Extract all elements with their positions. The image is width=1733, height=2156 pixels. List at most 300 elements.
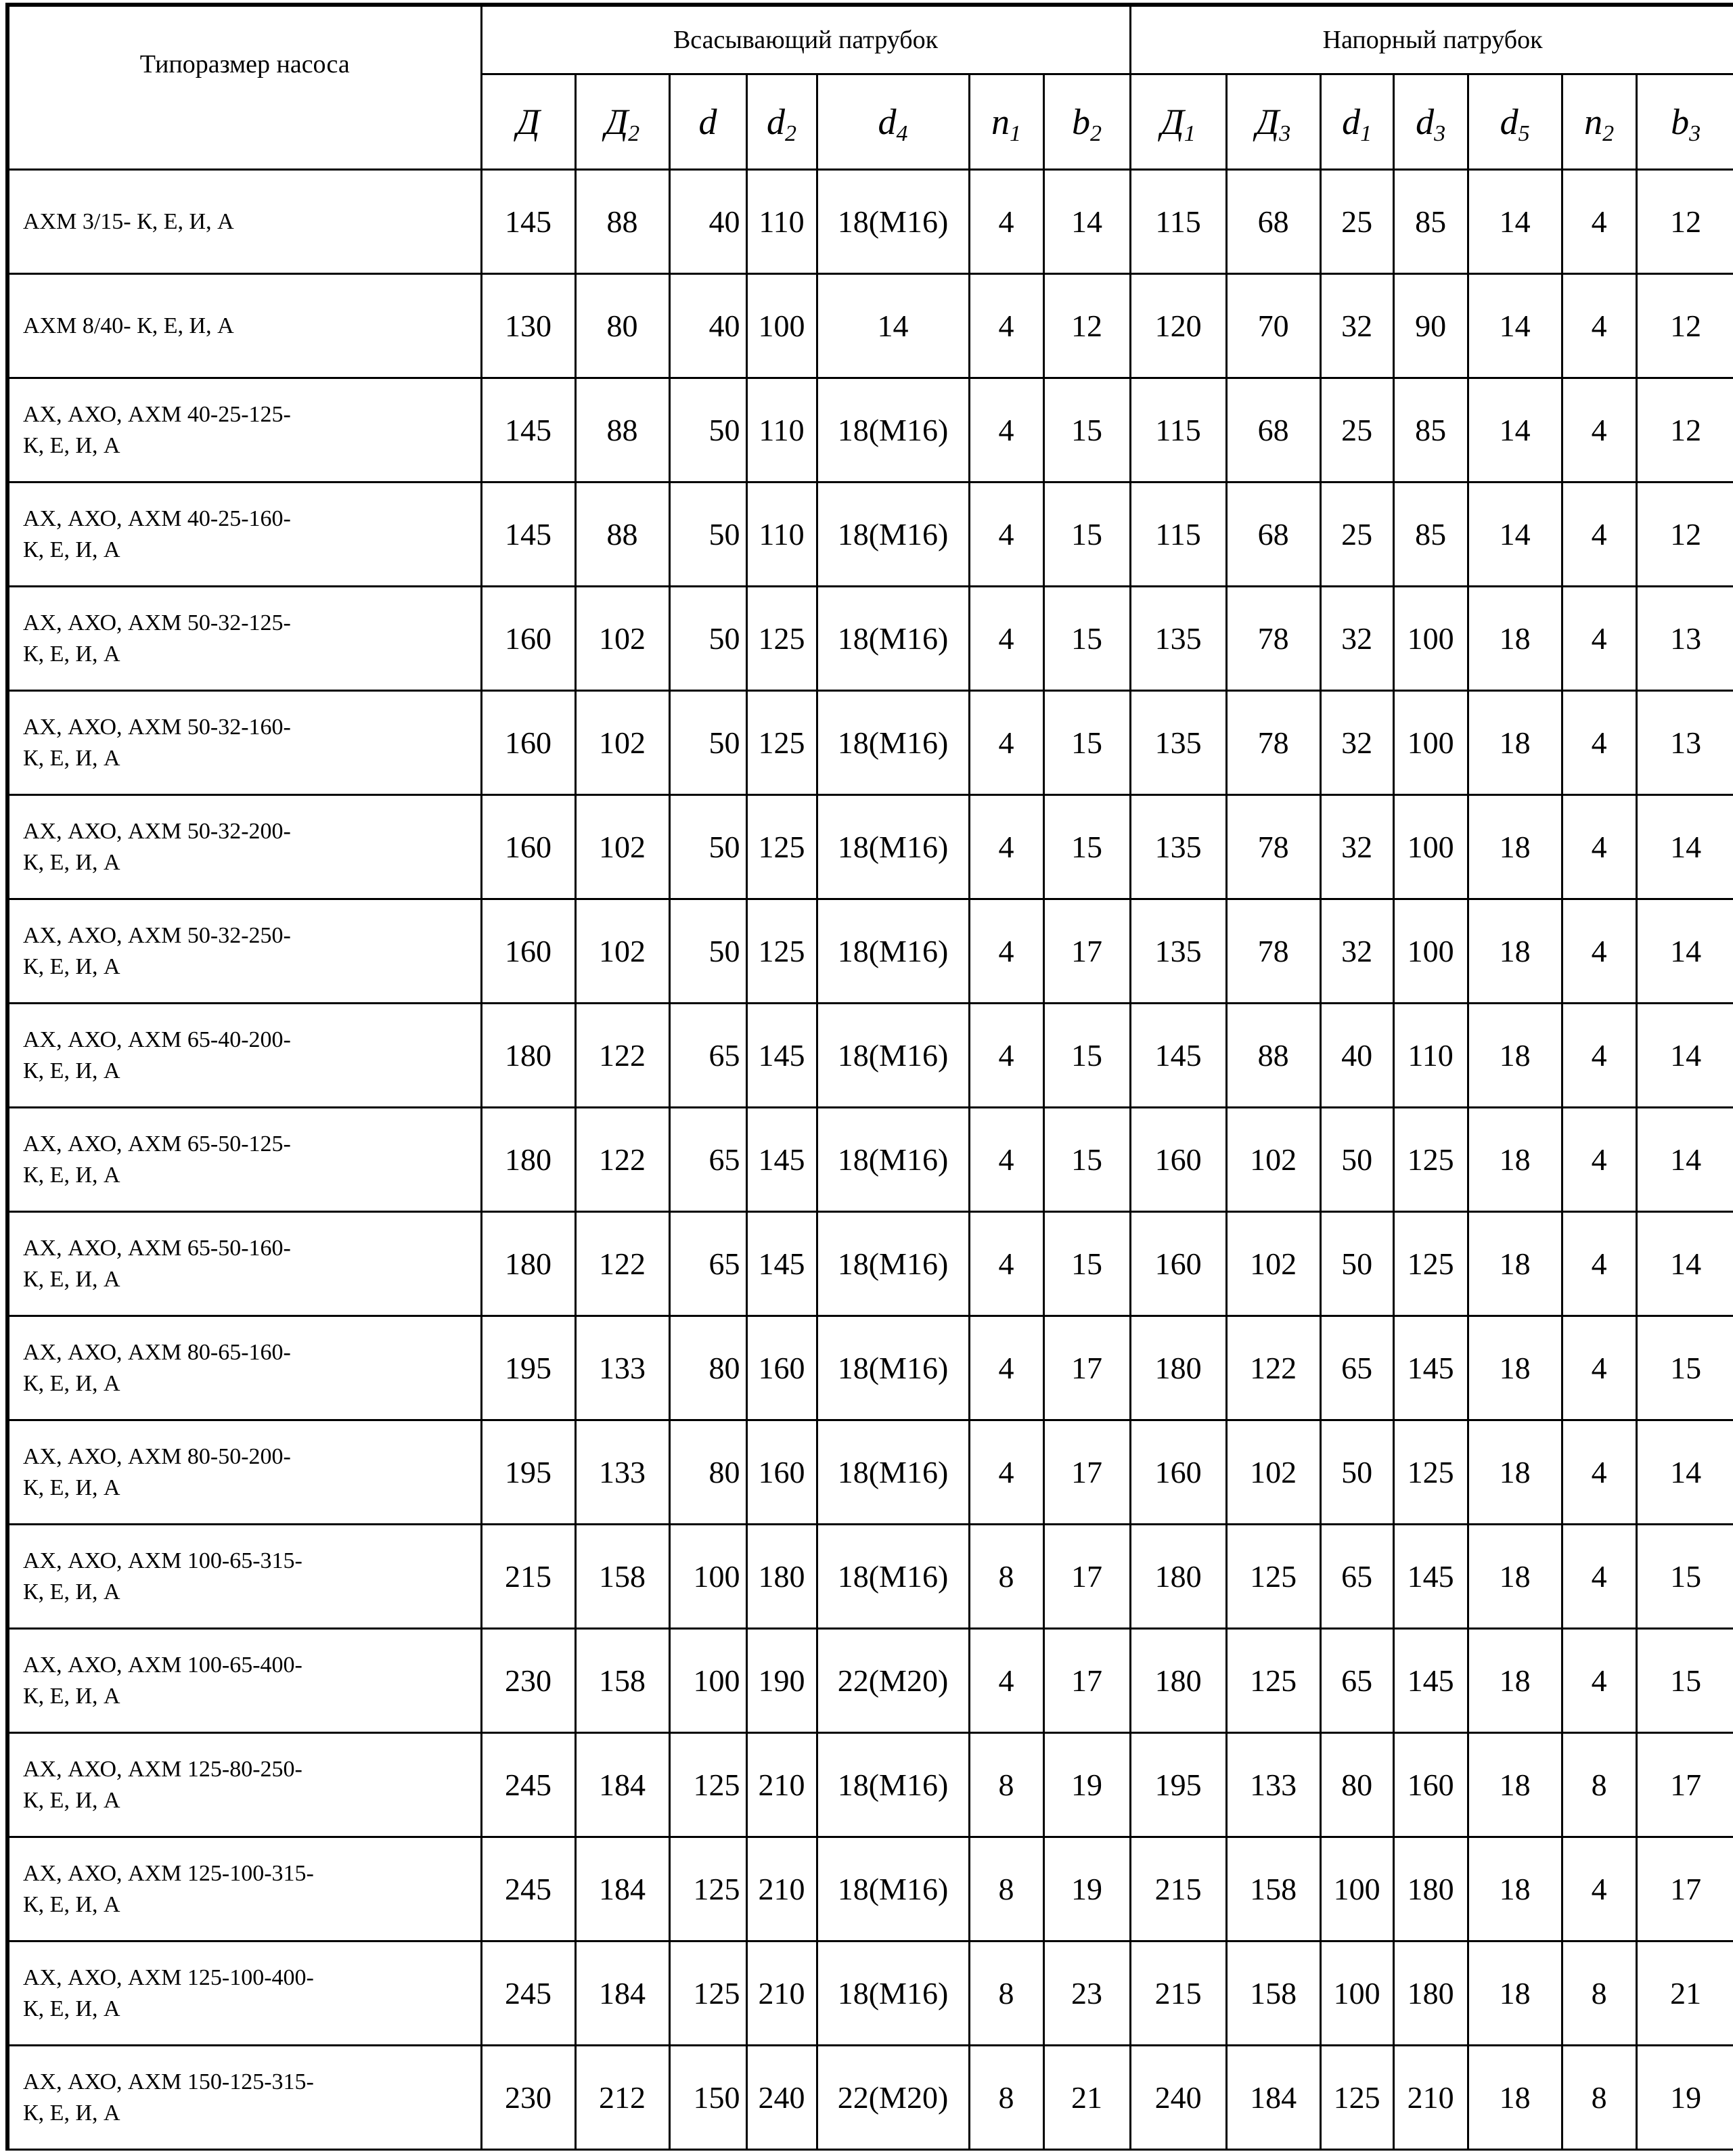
- value-cell: 78: [1226, 587, 1320, 691]
- value-cell: 18: [1468, 1629, 1562, 1733]
- value-cell: 210: [746, 1837, 817, 1941]
- value-cell: 158: [1226, 1837, 1320, 1941]
- value-cell: 4: [969, 378, 1043, 482]
- value-cell: 18(М16): [817, 691, 969, 795]
- value-cell: 190: [746, 1629, 817, 1733]
- table-row: [7, 1837, 1733, 1941]
- value-cell: 15: [1043, 795, 1130, 899]
- value-cell: 40: [669, 274, 746, 378]
- symbol-subscript: 1: [1184, 121, 1196, 146]
- value-cell: 14: [1636, 1212, 1733, 1316]
- value-cell: 78: [1226, 795, 1320, 899]
- value-cell: 130: [481, 274, 575, 378]
- value-cell: 15: [1043, 587, 1130, 691]
- table-row: [7, 795, 1733, 899]
- pump-model-cell: [7, 587, 481, 691]
- value-cell: 18(М16): [817, 899, 969, 1004]
- value-cell: 18(М16): [817, 795, 969, 899]
- pump-model-cell: [7, 1004, 481, 1108]
- value-cell: 65: [1320, 1525, 1393, 1629]
- value-cell: 14: [1636, 1108, 1733, 1212]
- value-cell: 100: [1393, 587, 1468, 691]
- value-cell: 133: [1226, 1733, 1320, 1837]
- value-cell: 12: [1636, 482, 1733, 587]
- value-cell: 15: [1636, 1629, 1733, 1733]
- value-cell: 4: [969, 1629, 1043, 1733]
- value-cell: 184: [1226, 2046, 1320, 2150]
- value-cell: 115: [1130, 482, 1226, 587]
- value-cell: 4: [969, 899, 1043, 1004]
- value-cell: 102: [1226, 1212, 1320, 1316]
- symbol-base: Д: [1255, 102, 1280, 142]
- value-cell: 14: [1468, 170, 1562, 274]
- table-row: [7, 899, 1733, 1004]
- value-cell: 80: [669, 1420, 746, 1525]
- symbol-base: b: [1072, 102, 1091, 142]
- value-cell: 100: [1393, 691, 1468, 795]
- value-cell: 110: [746, 170, 817, 274]
- value-cell: 110: [746, 482, 817, 587]
- column-header-symbol: [575, 74, 669, 170]
- value-cell: 18(М16): [817, 1525, 969, 1629]
- value-cell: 4: [1562, 1108, 1636, 1212]
- value-cell: 125: [669, 1837, 746, 1941]
- value-cell: 125: [1226, 1629, 1320, 1733]
- table-row: [7, 691, 1733, 795]
- value-cell: 160: [1130, 1212, 1226, 1316]
- column-header-symbol: [1320, 74, 1393, 170]
- symbol-base: b: [1671, 102, 1690, 142]
- value-cell: 90: [1393, 274, 1468, 378]
- value-cell: 18(М16): [817, 1733, 969, 1837]
- value-cell: 32: [1320, 274, 1393, 378]
- value-cell: 145: [481, 170, 575, 274]
- symbol-base: d: [1416, 102, 1435, 142]
- symbol-subscript: 3: [1434, 121, 1446, 146]
- value-cell: 88: [575, 170, 669, 274]
- value-cell: 17: [1636, 1837, 1733, 1941]
- value-cell: 125: [669, 1941, 746, 2046]
- symbol-subscript: 5: [1518, 121, 1530, 146]
- pump-model-line: АХ, АХО, АХМ 50-32-200-: [23, 818, 291, 844]
- value-cell: 23: [1043, 1941, 1130, 2046]
- value-cell: 4: [969, 274, 1043, 378]
- table-row: [7, 1733, 1733, 1837]
- value-cell: 18(М16): [817, 1316, 969, 1420]
- value-cell: 4: [969, 482, 1043, 587]
- value-cell: 15: [1043, 482, 1130, 587]
- value-cell: 8: [969, 1733, 1043, 1837]
- value-cell: 4: [969, 1316, 1043, 1420]
- value-cell: 133: [575, 1316, 669, 1420]
- pump-model-line: К, Е, И, А: [23, 1162, 120, 1188]
- value-cell: 19: [1636, 2046, 1733, 2150]
- value-cell: 160: [481, 899, 575, 1004]
- value-cell: 4: [1562, 899, 1636, 1004]
- value-cell: 195: [481, 1420, 575, 1525]
- value-cell: 160: [481, 691, 575, 795]
- value-cell: 135: [1130, 587, 1226, 691]
- value-cell: 145: [1130, 1004, 1226, 1108]
- value-cell: 125: [746, 691, 817, 795]
- value-cell: 85: [1393, 170, 1468, 274]
- pump-model-line: АХ, АХО, АХМ 150-125-315-: [23, 2069, 314, 2094]
- table-row: [7, 482, 1733, 587]
- value-cell: 4: [1562, 1004, 1636, 1108]
- symbol-subscript: 3: [1689, 121, 1701, 146]
- value-cell: 115: [1130, 378, 1226, 482]
- value-cell: 160: [481, 795, 575, 899]
- value-cell: 50: [669, 691, 746, 795]
- value-cell: 80: [669, 1316, 746, 1420]
- value-cell: 210: [1393, 2046, 1468, 2150]
- value-cell: 180: [481, 1108, 575, 1212]
- value-cell: 184: [575, 1733, 669, 1837]
- value-cell: 68: [1226, 170, 1320, 274]
- value-cell: 160: [1393, 1733, 1468, 1837]
- value-cell: 230: [481, 2046, 575, 2150]
- column-header-symbol: [1130, 74, 1226, 170]
- pump-model-line: АХ, АХО, АХМ 125-80-250-: [23, 1756, 302, 1782]
- value-cell: 18(М16): [817, 1004, 969, 1108]
- pump-model-line: АХ, АХО, АХМ 80-65-160-: [23, 1339, 291, 1365]
- symbol-base: Д: [1161, 102, 1184, 142]
- value-cell: 18(М16): [817, 170, 969, 274]
- value-cell: 18: [1468, 1525, 1562, 1629]
- column-header-symbol: [481, 74, 575, 170]
- value-cell: 180: [746, 1525, 817, 1629]
- value-cell: 32: [1320, 691, 1393, 795]
- column-header-symbol: [1043, 74, 1130, 170]
- value-cell: 133: [575, 1420, 669, 1525]
- value-cell: 14: [1468, 482, 1562, 587]
- value-cell: 145: [746, 1108, 817, 1212]
- value-cell: 17: [1043, 1420, 1130, 1525]
- value-cell: 195: [1130, 1733, 1226, 1837]
- pump-model-line: К, Е, И, А: [23, 1058, 120, 1083]
- pump-model-cell: [7, 274, 481, 378]
- column-header-symbol: [1468, 74, 1562, 170]
- symbol-base: d: [1500, 102, 1518, 142]
- value-cell: 17: [1043, 1629, 1130, 1733]
- pump-model-line: АХ, АХО, АХМ 80-50-200-: [23, 1443, 291, 1469]
- value-cell: 12: [1636, 170, 1733, 274]
- pump-model-cell: [7, 1420, 481, 1525]
- value-cell: 17: [1043, 899, 1130, 1004]
- column-header-symbol: [1226, 74, 1320, 170]
- symbol-base: d: [878, 102, 897, 142]
- value-cell: 245: [481, 1837, 575, 1941]
- value-cell: 40: [669, 170, 746, 274]
- value-cell: 50: [669, 587, 746, 691]
- value-cell: 4: [969, 1420, 1043, 1525]
- value-cell: 145: [1393, 1525, 1468, 1629]
- value-cell: 210: [746, 1941, 817, 2046]
- pump-model-line: АХ, АХО, АХМ 100-65-400-: [23, 1652, 302, 1678]
- pump-model-cell: [7, 1629, 481, 1733]
- value-cell: 18(М16): [817, 1941, 969, 2046]
- value-cell: 125: [746, 899, 817, 1004]
- value-cell: 70: [1226, 274, 1320, 378]
- pump-model-line: К, Е, И, А: [23, 745, 120, 771]
- value-cell: 4: [1562, 378, 1636, 482]
- pump-model-cell: [7, 1941, 481, 2046]
- value-cell: 88: [575, 378, 669, 482]
- column-header-symbol: [1393, 74, 1468, 170]
- value-cell: 12: [1636, 378, 1733, 482]
- value-cell: 18: [1468, 691, 1562, 795]
- value-cell: 184: [575, 1837, 669, 1941]
- value-cell: 245: [481, 1941, 575, 2046]
- value-cell: 145: [746, 1004, 817, 1108]
- table-row: [7, 378, 1733, 482]
- value-cell: 4: [1562, 274, 1636, 378]
- value-cell: 8: [1562, 1941, 1636, 2046]
- value-cell: 32: [1320, 587, 1393, 691]
- value-cell: 50: [669, 795, 746, 899]
- pump-model-line: АХ, АХО, АХМ 40-25-160-: [23, 506, 291, 531]
- value-cell: 212: [575, 2046, 669, 2150]
- symbol-base: Д: [604, 102, 629, 142]
- value-cell: 50: [669, 378, 746, 482]
- value-cell: 18: [1468, 2046, 1562, 2150]
- value-cell: 65: [1320, 1629, 1393, 1733]
- value-cell: 125: [1393, 1212, 1468, 1316]
- value-cell: 50: [669, 482, 746, 587]
- symbol-subscript: 2: [1090, 121, 1102, 146]
- value-cell: 50: [1320, 1420, 1393, 1525]
- value-cell: 18: [1468, 1004, 1562, 1108]
- value-cell: 110: [746, 378, 817, 482]
- pump-model-cell: [7, 378, 481, 482]
- value-cell: 180: [1130, 1316, 1226, 1420]
- symbol-base: Д: [516, 102, 540, 142]
- value-cell: 22(М20): [817, 2046, 969, 2150]
- pump-model-line: АХ, АХО, АХМ 65-40-200-: [23, 1027, 291, 1052]
- value-cell: 125: [669, 1733, 746, 1837]
- value-cell: 32: [1320, 795, 1393, 899]
- value-cell: 18(М16): [817, 1212, 969, 1316]
- value-cell: 14: [1468, 378, 1562, 482]
- value-cell: 14: [1468, 274, 1562, 378]
- value-cell: 145: [481, 378, 575, 482]
- value-cell: 135: [1130, 691, 1226, 795]
- value-cell: 32: [1320, 899, 1393, 1004]
- pump-model-line: К, Е, И, А: [23, 849, 120, 875]
- value-cell: 17: [1636, 1733, 1733, 1837]
- pump-model-cell: [7, 899, 481, 1004]
- table-row: [7, 1629, 1733, 1733]
- value-cell: 100: [669, 1629, 746, 1733]
- value-cell: 18(М16): [817, 378, 969, 482]
- value-cell: 15: [1636, 1316, 1733, 1420]
- value-cell: 18: [1468, 1316, 1562, 1420]
- value-cell: 12: [1043, 274, 1130, 378]
- value-cell: 8: [969, 1837, 1043, 1941]
- column-header-symbol: [669, 74, 746, 170]
- value-cell: 80: [575, 274, 669, 378]
- pump-model-line: К, Е, И, А: [23, 641, 120, 667]
- pump-model-cell: [7, 1733, 481, 1837]
- value-cell: 14: [1636, 899, 1733, 1004]
- header-row-groups: [7, 5, 1733, 74]
- value-cell: 122: [575, 1004, 669, 1108]
- value-cell: 125: [1320, 2046, 1393, 2150]
- value-cell: 8: [1562, 2046, 1636, 2150]
- table-row: [7, 170, 1733, 274]
- value-cell: 122: [575, 1212, 669, 1316]
- value-cell: 18: [1468, 587, 1562, 691]
- table-row: [7, 1420, 1733, 1525]
- value-cell: 18(М16): [817, 1108, 969, 1212]
- value-cell: 85: [1393, 378, 1468, 482]
- value-cell: 240: [1130, 2046, 1226, 2150]
- pump-model-line: К, Е, И, А: [23, 2100, 120, 2126]
- pump-model-cell: [7, 1212, 481, 1316]
- value-cell: 245: [481, 1733, 575, 1837]
- pump-model-line: АХ, АХО, АХМ 50-32-250-: [23, 922, 291, 948]
- value-cell: 102: [575, 587, 669, 691]
- table-row: [7, 1108, 1733, 1212]
- table-row: [7, 1525, 1733, 1629]
- value-cell: 160: [746, 1420, 817, 1525]
- pump-model-cell: [7, 1108, 481, 1212]
- symbol-subscript: 2: [1602, 121, 1615, 146]
- value-cell: 18(М16): [817, 482, 969, 587]
- symbol-base: d: [1342, 102, 1361, 142]
- value-cell: 14: [1636, 1004, 1733, 1108]
- symbol-subscript: 2: [785, 121, 796, 146]
- value-cell: 88: [1226, 1004, 1320, 1108]
- value-cell: 4: [1562, 1420, 1636, 1525]
- value-cell: 80: [1320, 1733, 1393, 1837]
- value-cell: 180: [1393, 1837, 1468, 1941]
- value-cell: 18: [1468, 1733, 1562, 1837]
- value-cell: 102: [575, 795, 669, 899]
- table-row: [7, 274, 1733, 378]
- pump-model-line: АХ, АХО, АХМ 65-50-125-: [23, 1131, 291, 1156]
- value-cell: 4: [1562, 795, 1636, 899]
- value-cell: 125: [746, 795, 817, 899]
- value-cell: 4: [1562, 1629, 1636, 1733]
- value-cell: 13: [1636, 587, 1733, 691]
- symbol-subscript: 1: [1360, 121, 1372, 146]
- value-cell: 18: [1468, 1420, 1562, 1525]
- table-row: [7, 1316, 1733, 1420]
- value-cell: 180: [1393, 1941, 1468, 2046]
- pump-model-line: АХ, АХО, АХМ 50-32-160-: [23, 714, 291, 740]
- value-cell: 100: [1320, 1837, 1393, 1941]
- value-cell: 145: [1393, 1629, 1468, 1733]
- value-cell: 18(М16): [817, 587, 969, 691]
- value-cell: 150: [669, 2046, 746, 2150]
- table-row: [7, 587, 1733, 691]
- value-cell: 184: [575, 1941, 669, 2046]
- value-cell: 180: [481, 1212, 575, 1316]
- value-cell: 65: [669, 1004, 746, 1108]
- value-cell: 18(М16): [817, 1837, 969, 1941]
- value-cell: 4: [969, 795, 1043, 899]
- column-header-symbol: [969, 74, 1043, 170]
- value-cell: 160: [1130, 1108, 1226, 1212]
- value-cell: 4: [1562, 587, 1636, 691]
- table-row: [7, 2046, 1733, 2150]
- value-cell: 125: [1393, 1420, 1468, 1525]
- column-header-symbol: [746, 74, 817, 170]
- value-cell: 102: [1226, 1108, 1320, 1212]
- value-cell: 180: [481, 1004, 575, 1108]
- column-header-symbol: [1636, 74, 1733, 170]
- pump-model-cell: [7, 691, 481, 795]
- value-cell: 230: [481, 1629, 575, 1733]
- value-cell: 8: [1562, 1733, 1636, 1837]
- value-cell: 88: [575, 482, 669, 587]
- value-cell: 135: [1130, 795, 1226, 899]
- pump-model-line: АХ, АХО, АХМ 125-100-400-: [23, 1964, 314, 1990]
- symbol-base: n: [991, 102, 1010, 142]
- pump-model-line: АХ, АХО, АХМ 125-100-315-: [23, 1860, 314, 1886]
- value-cell: 15: [1043, 1004, 1130, 1108]
- pump-model-line: К, Е, И, А: [23, 953, 120, 979]
- pump-model-cell: [7, 1837, 481, 1941]
- value-cell: 15: [1043, 378, 1130, 482]
- pump-model-cell: [7, 170, 481, 274]
- pump-model-line: АХ, АХО, АХМ 65-50-160-: [23, 1235, 291, 1261]
- value-cell: 21: [1636, 1941, 1733, 2046]
- value-cell: 145: [746, 1212, 817, 1316]
- pump-model-line: АХ, АХО, АХМ 100-65-315-: [23, 1548, 302, 1573]
- symbol-base: d: [698, 102, 717, 142]
- pump-model-line: К, Е, И, А: [23, 1996, 120, 2021]
- table-body: [7, 170, 1733, 2150]
- value-cell: 68: [1226, 482, 1320, 587]
- value-cell: 100: [1393, 795, 1468, 899]
- value-cell: 4: [1562, 170, 1636, 274]
- value-cell: 160: [481, 587, 575, 691]
- value-cell: 125: [746, 587, 817, 691]
- value-cell: 21: [1043, 2046, 1130, 2150]
- pump-model-line: АХ, АХО, АХМ 40-25-125-: [23, 401, 291, 427]
- value-cell: 15: [1043, 1212, 1130, 1316]
- value-cell: 120: [1130, 274, 1226, 378]
- pump-model-line: К, Е, И, А: [23, 1370, 120, 1396]
- value-cell: 50: [1320, 1212, 1393, 1316]
- value-cell: 68: [1226, 378, 1320, 482]
- pump-model-line: К, Е, И, А: [23, 1787, 120, 1813]
- value-cell: 100: [1320, 1941, 1393, 2046]
- value-cell: 4: [969, 1004, 1043, 1108]
- column-header-symbol: [1562, 74, 1636, 170]
- pump-model-line: К, Е, И, А: [23, 1475, 120, 1500]
- value-cell: 18: [1468, 899, 1562, 1004]
- discharge-nozzle-header: Напорный патрубок: [1130, 5, 1733, 74]
- value-cell: 110: [1393, 1004, 1468, 1108]
- value-cell: 85: [1393, 482, 1468, 587]
- symbol-base: n: [1584, 102, 1603, 142]
- value-cell: 180: [1130, 1629, 1226, 1733]
- value-cell: 4: [969, 1108, 1043, 1212]
- value-cell: 4: [1562, 1837, 1636, 1941]
- value-cell: 4: [969, 1212, 1043, 1316]
- value-cell: 122: [575, 1108, 669, 1212]
- pump-model-cell: [7, 1316, 481, 1420]
- value-cell: 158: [1226, 1941, 1320, 2046]
- pump-model-line: АХМ 3/15- К, Е, И, А: [23, 208, 234, 234]
- value-cell: 18: [1468, 1212, 1562, 1316]
- value-cell: 40: [1320, 1004, 1393, 1108]
- table-row: [7, 1941, 1733, 2046]
- value-cell: 125: [1393, 1108, 1468, 1212]
